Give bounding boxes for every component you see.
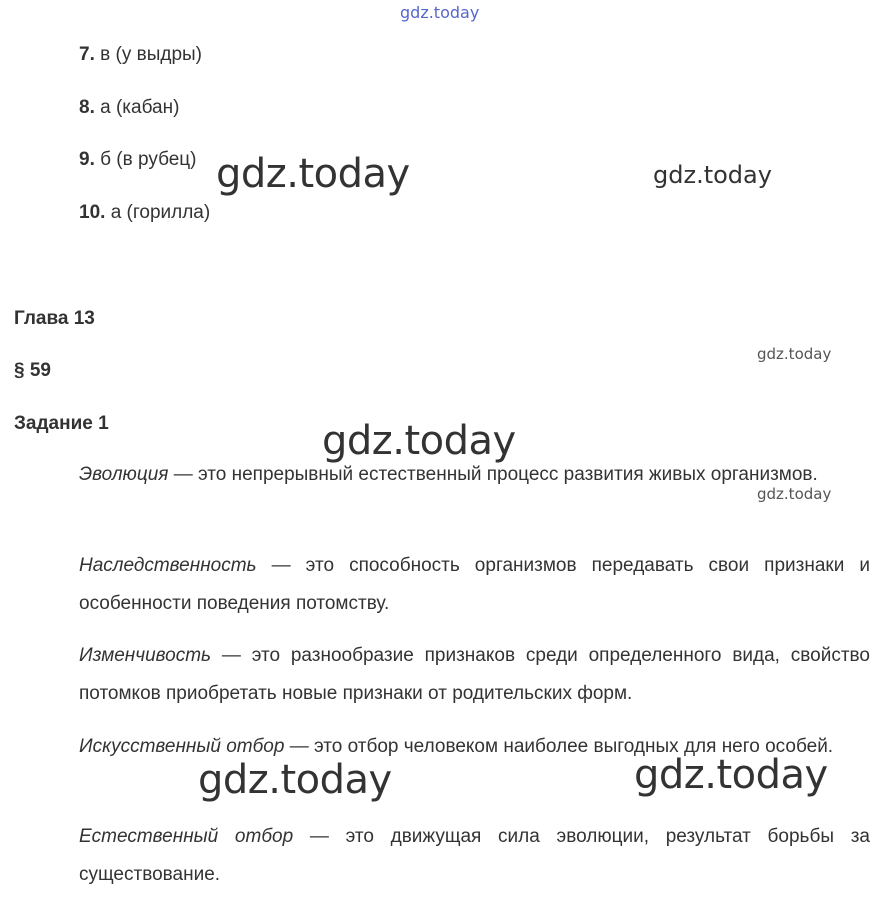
answer-text: б (в рубец) xyxy=(94,149,197,170)
definition-term: Наследственность xyxy=(79,555,257,576)
answer-text: а (горилла) xyxy=(105,202,211,223)
definition-natural-selection xyxy=(79,818,870,894)
section-heading: § 59 xyxy=(14,360,51,381)
answer-number: 7. xyxy=(79,44,95,65)
answer-9 xyxy=(79,148,197,172)
definition-text: — это непрерывный естественный процесс развития живых организмов. xyxy=(168,464,818,485)
definition-text: — это разнообразие признаков среди определенного вида, свойство потомков приобретать новые признаки от родительских форм. xyxy=(79,645,870,704)
answer-10 xyxy=(79,201,210,225)
definition-term: Эволюция xyxy=(79,464,169,485)
answer-text: а (кабан) xyxy=(94,97,180,118)
definition-term: Естественный отбор xyxy=(79,826,294,847)
watermark-large: gdz.today xyxy=(634,752,828,798)
definition-variability xyxy=(79,637,870,713)
task-heading: Задание 1 xyxy=(14,413,109,434)
watermark-large: gdz.today xyxy=(322,418,516,464)
definition-text: — это отбор человеком наиболее выгодных для него особей. xyxy=(284,736,834,757)
watermark-small: gdz.today xyxy=(757,345,832,363)
watermark-large: gdz.today xyxy=(216,151,410,197)
definition-term: Искусственный отбор xyxy=(79,736,285,757)
answer-8 xyxy=(79,96,179,120)
answer-number: 8. xyxy=(79,97,95,118)
watermark-top: gdz.today xyxy=(400,3,480,22)
definition-text: — это движущая сила эволюции, результат борьбы за существование. xyxy=(79,826,870,885)
watermark-large: gdz.today xyxy=(198,757,392,803)
definition-heredity xyxy=(79,547,870,623)
chapter-heading: Глава 13 xyxy=(14,308,95,329)
answer-text: в (у выдры) xyxy=(94,44,203,65)
watermark-medium: gdz.today xyxy=(653,161,772,189)
definition-term: Изменчивость xyxy=(79,645,212,666)
answer-number: 9. xyxy=(79,149,95,170)
watermark-small: gdz.today xyxy=(757,485,832,503)
definition-text: — это способность организмов передавать свои признаки и особенности поведения потомству. xyxy=(79,555,870,614)
answer-7 xyxy=(79,43,202,67)
answer-number: 10. xyxy=(79,202,106,223)
